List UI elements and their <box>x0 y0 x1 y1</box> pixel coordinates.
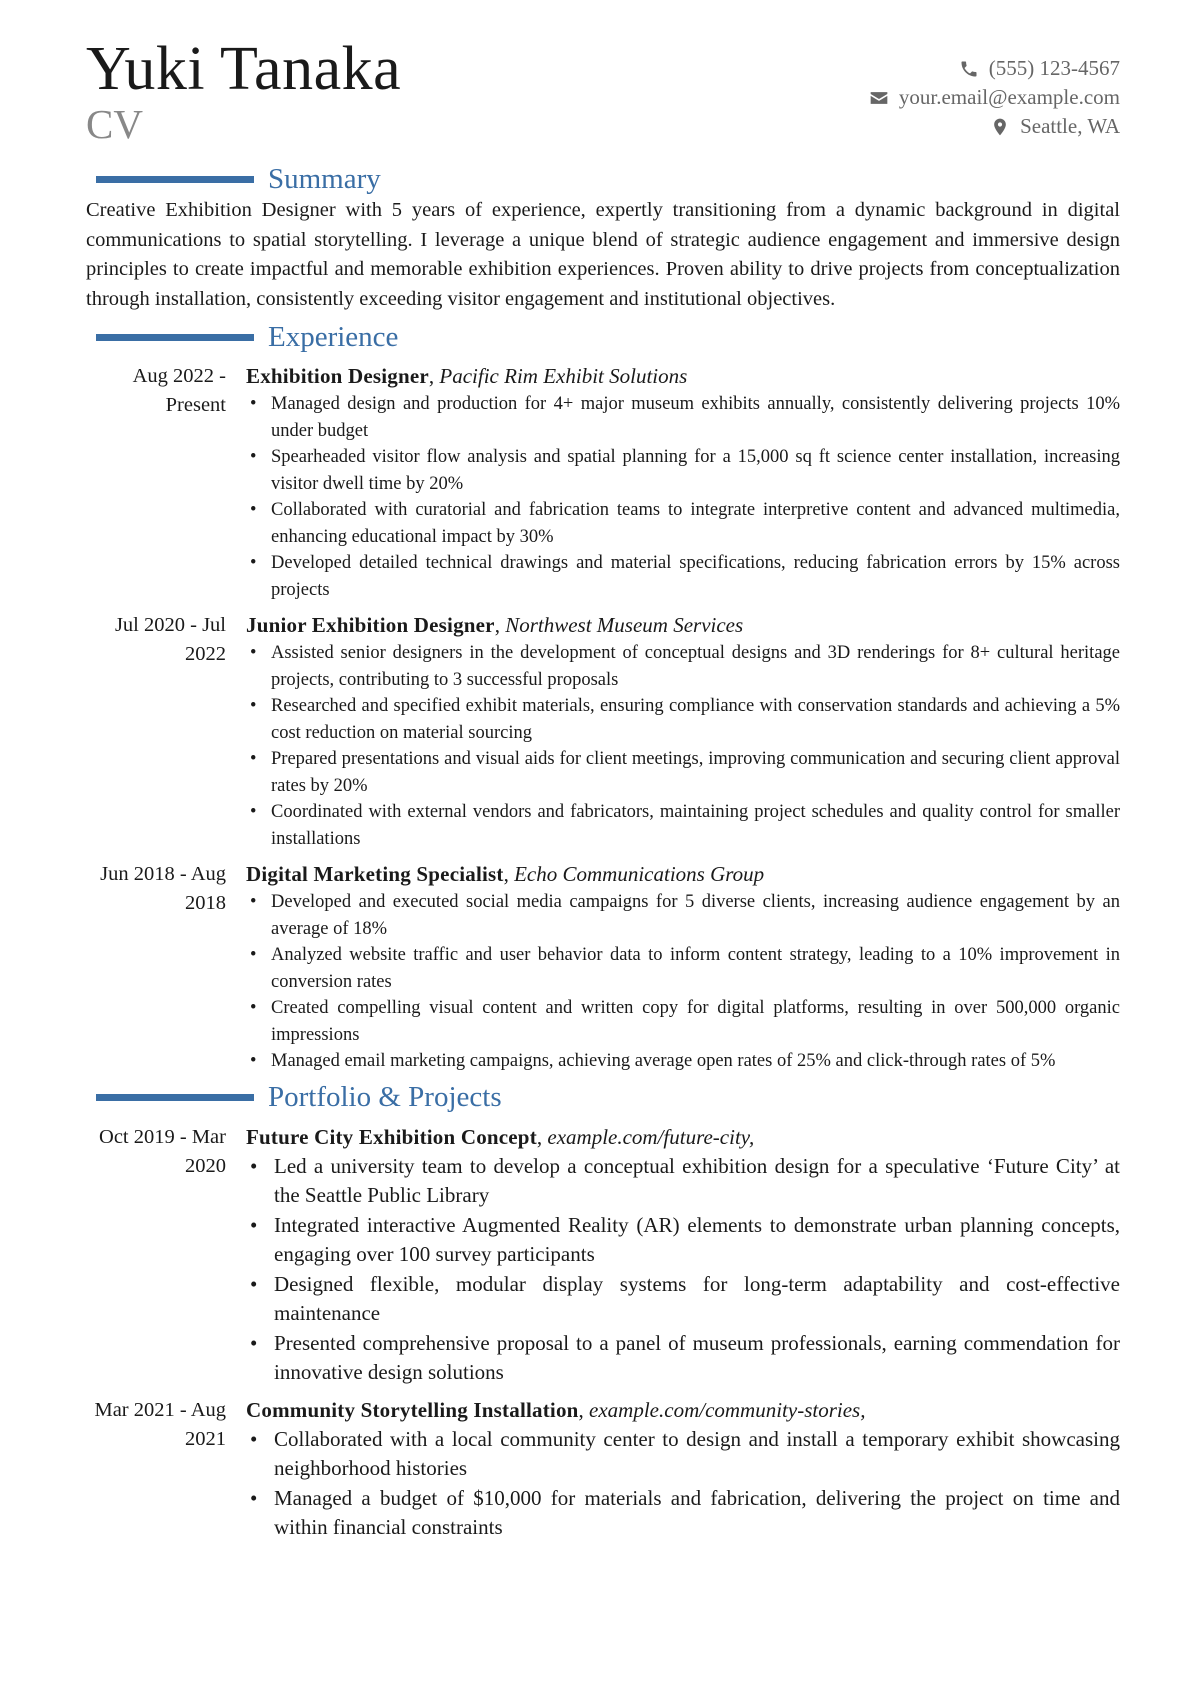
bullet-item: • Prepared presentations and visual aids for client meetings, improving communication and securing client approval rates by 20% <box>246 746 1120 799</box>
entry-org: Echo Communications Group <box>514 862 765 886</box>
entry-role: Community Storytelling Installation <box>246 1397 579 1422</box>
entry-date: Oct 2019 - Mar 2020 <box>99 1125 226 1177</box>
entry-role: Junior Exhibition Designer <box>246 613 495 637</box>
entry-title: Community Storytelling Installation, example.com/community-stories, <box>246 1397 866 1422</box>
entry-bullets <box>246 889 1120 1075</box>
experience-entry <box>86 362 1120 603</box>
section-heading <box>86 320 1120 354</box>
entry-role: Future City Exhibition Concept <box>246 1124 537 1149</box>
email-text[interactable]: your.email@example.com <box>898 85 1120 109</box>
section-title: Experience <box>268 320 399 353</box>
document-subtitle: CV <box>86 101 143 147</box>
summary-text: Creative Exhibition Designer with 5 years of experience, expertly transitioning from a dynamic background in digital communications to spatial storytelling. I leverage a unique blend of strategic audience engagement and immersive design principles to create impactful and memorable exhibition experiences. Proven ability to drive projects from conceptualization through installation, consistently exceeding visitor engagement and institutional objectives. <box>86 199 1120 310</box>
bullet-item: • Analyzed website traffic and user behavior data to inform content strategy, leading to a 10% improvement in conversion rates <box>246 942 1120 995</box>
bullet-item: • Designed flexible, modular display systems for long-term adaptability and cost-effective maintenance <box>246 1270 1120 1329</box>
entry-date: Jul 2020 - Jul 2022 <box>114 614 226 665</box>
entry-date: Jun 2018 - Aug 2018 <box>100 863 226 914</box>
bullet-item: • Managed a budget of $10,000 for materials and fabrication, delivering the project on time and within financial constraints <box>246 1484 1120 1543</box>
summary-section <box>86 162 1120 314</box>
contact-info <box>869 54 1120 141</box>
bullet-item: • Developed and executed social media campaigns for 5 diverse clients, increasing audience engagement by an average of 18% <box>246 889 1120 942</box>
section-title: Portfolio & Projects <box>268 1081 502 1113</box>
entry-title: Future City Exhibition Concept, example.com/future-city, <box>246 1124 755 1149</box>
bullet-item: • Led a university team to develop a conceptual exhibition design for a speculative ‘Future City’ at the Seattle Public Library <box>246 1152 1120 1211</box>
entry-org: Northwest Museum Services <box>505 613 744 637</box>
experience-entry <box>86 860 1120 1075</box>
entry-bullets <box>246 1152 1120 1388</box>
project-entry <box>86 1123 1120 1388</box>
bullet-item: • Assisted senior designers in the development of conceptual designs and 3D renderings for 8+ cultural heritage projects, contributing to 3 successful proposals <box>246 640 1120 693</box>
bullet-item: • Integrated interactive Augmented Reality (AR) elements to demonstrate urban planning concepts, engaging over 100 survey participants <box>246 1211 1120 1270</box>
contact-phone <box>869 54 1120 83</box>
entry-bullets <box>246 391 1120 603</box>
entry-title: Exhibition Designer, Pacific Rim Exhibit Solutions <box>246 364 688 388</box>
bullet-item: • Collaborated with a local community center to design and install a temporary exhibit showcasing neighborhood histories <box>246 1425 1120 1484</box>
section-heading <box>86 162 1120 196</box>
project-entry <box>86 1396 1120 1543</box>
bullet-item: • Researched and specified exhibit materials, ensuring compliance with conservation standards and achieving a 5% cost reduction on material sourcing <box>246 693 1120 746</box>
map-pin-icon <box>990 117 1010 137</box>
entry-role: Exhibition Designer <box>246 364 429 388</box>
person-name: Yuki Tanaka <box>86 35 402 103</box>
bullet-item: • Created compelling visual content and written copy for digital platforms, resulting in over 500,000 organic impressions <box>246 995 1120 1048</box>
entry-org: Pacific Rim Exhibit Solutions <box>439 364 688 388</box>
phone-icon <box>959 59 979 79</box>
header <box>86 35 1120 156</box>
section-heading <box>86 1081 1120 1115</box>
experience-section <box>86 320 1120 1075</box>
bullet-item: • Collaborated with curatorial and fabrication teams to integrate interpretive content and advanced multimedia, enhancing educational impact by 30% <box>246 497 1120 550</box>
bullet-item: • Presented comprehensive proposal to a panel of museum professionals, earning commendation for innovative design solutions <box>246 1329 1120 1388</box>
entry-bullets <box>246 640 1120 852</box>
section-title: Summary <box>268 162 381 195</box>
entry-title: Junior Exhibition Designer, Northwest Museum Services <box>246 613 744 637</box>
envelope-icon <box>869 88 889 108</box>
location-text: Seattle, WA <box>1020 114 1120 138</box>
project-link[interactable]: example.com/community-stories, <box>589 1397 866 1422</box>
section-accent-bar <box>96 1094 254 1101</box>
entry-role: Digital Marketing Specialist <box>246 862 504 886</box>
section-accent-bar <box>96 176 254 183</box>
bullet-item: • Developed detailed technical drawings and material specifications, reducing fabrication errors by 15% across projects <box>246 550 1120 603</box>
entry-date: Aug 2022 - Present <box>132 365 226 416</box>
contact-location <box>869 112 1120 141</box>
portfolio-section <box>86 1081 1120 1543</box>
contact-email <box>869 83 1120 112</box>
resume-page <box>86 35 1120 1543</box>
experience-entry <box>86 611 1120 852</box>
entry-title: Digital Marketing Specialist, Echo Communications Group <box>246 862 765 886</box>
bullet-item: • Spearheaded visitor flow analysis and spatial planning for a 15,000 sq ft science center installation, increasing visitor dwell time by 20% <box>246 444 1120 497</box>
bullet-item: • Coordinated with external vendors and fabricators, maintaining project schedules and quality control for smaller installations <box>246 799 1120 852</box>
bullet-item: • Managed email marketing campaigns, achieving average open rates of 25% and click-through rates of 5% <box>246 1048 1120 1075</box>
section-accent-bar <box>96 334 254 341</box>
entry-date: Mar 2021 - Aug 2021 <box>94 1398 226 1450</box>
entry-bullets <box>246 1425 1120 1543</box>
project-link[interactable]: example.com/future-city, <box>547 1124 755 1149</box>
bullet-item: • Managed design and production for 4+ major museum exhibits annually, consistently delivering projects 10% under budget <box>246 391 1120 444</box>
phone-text[interactable]: (555) 123-4567 <box>988 56 1120 80</box>
